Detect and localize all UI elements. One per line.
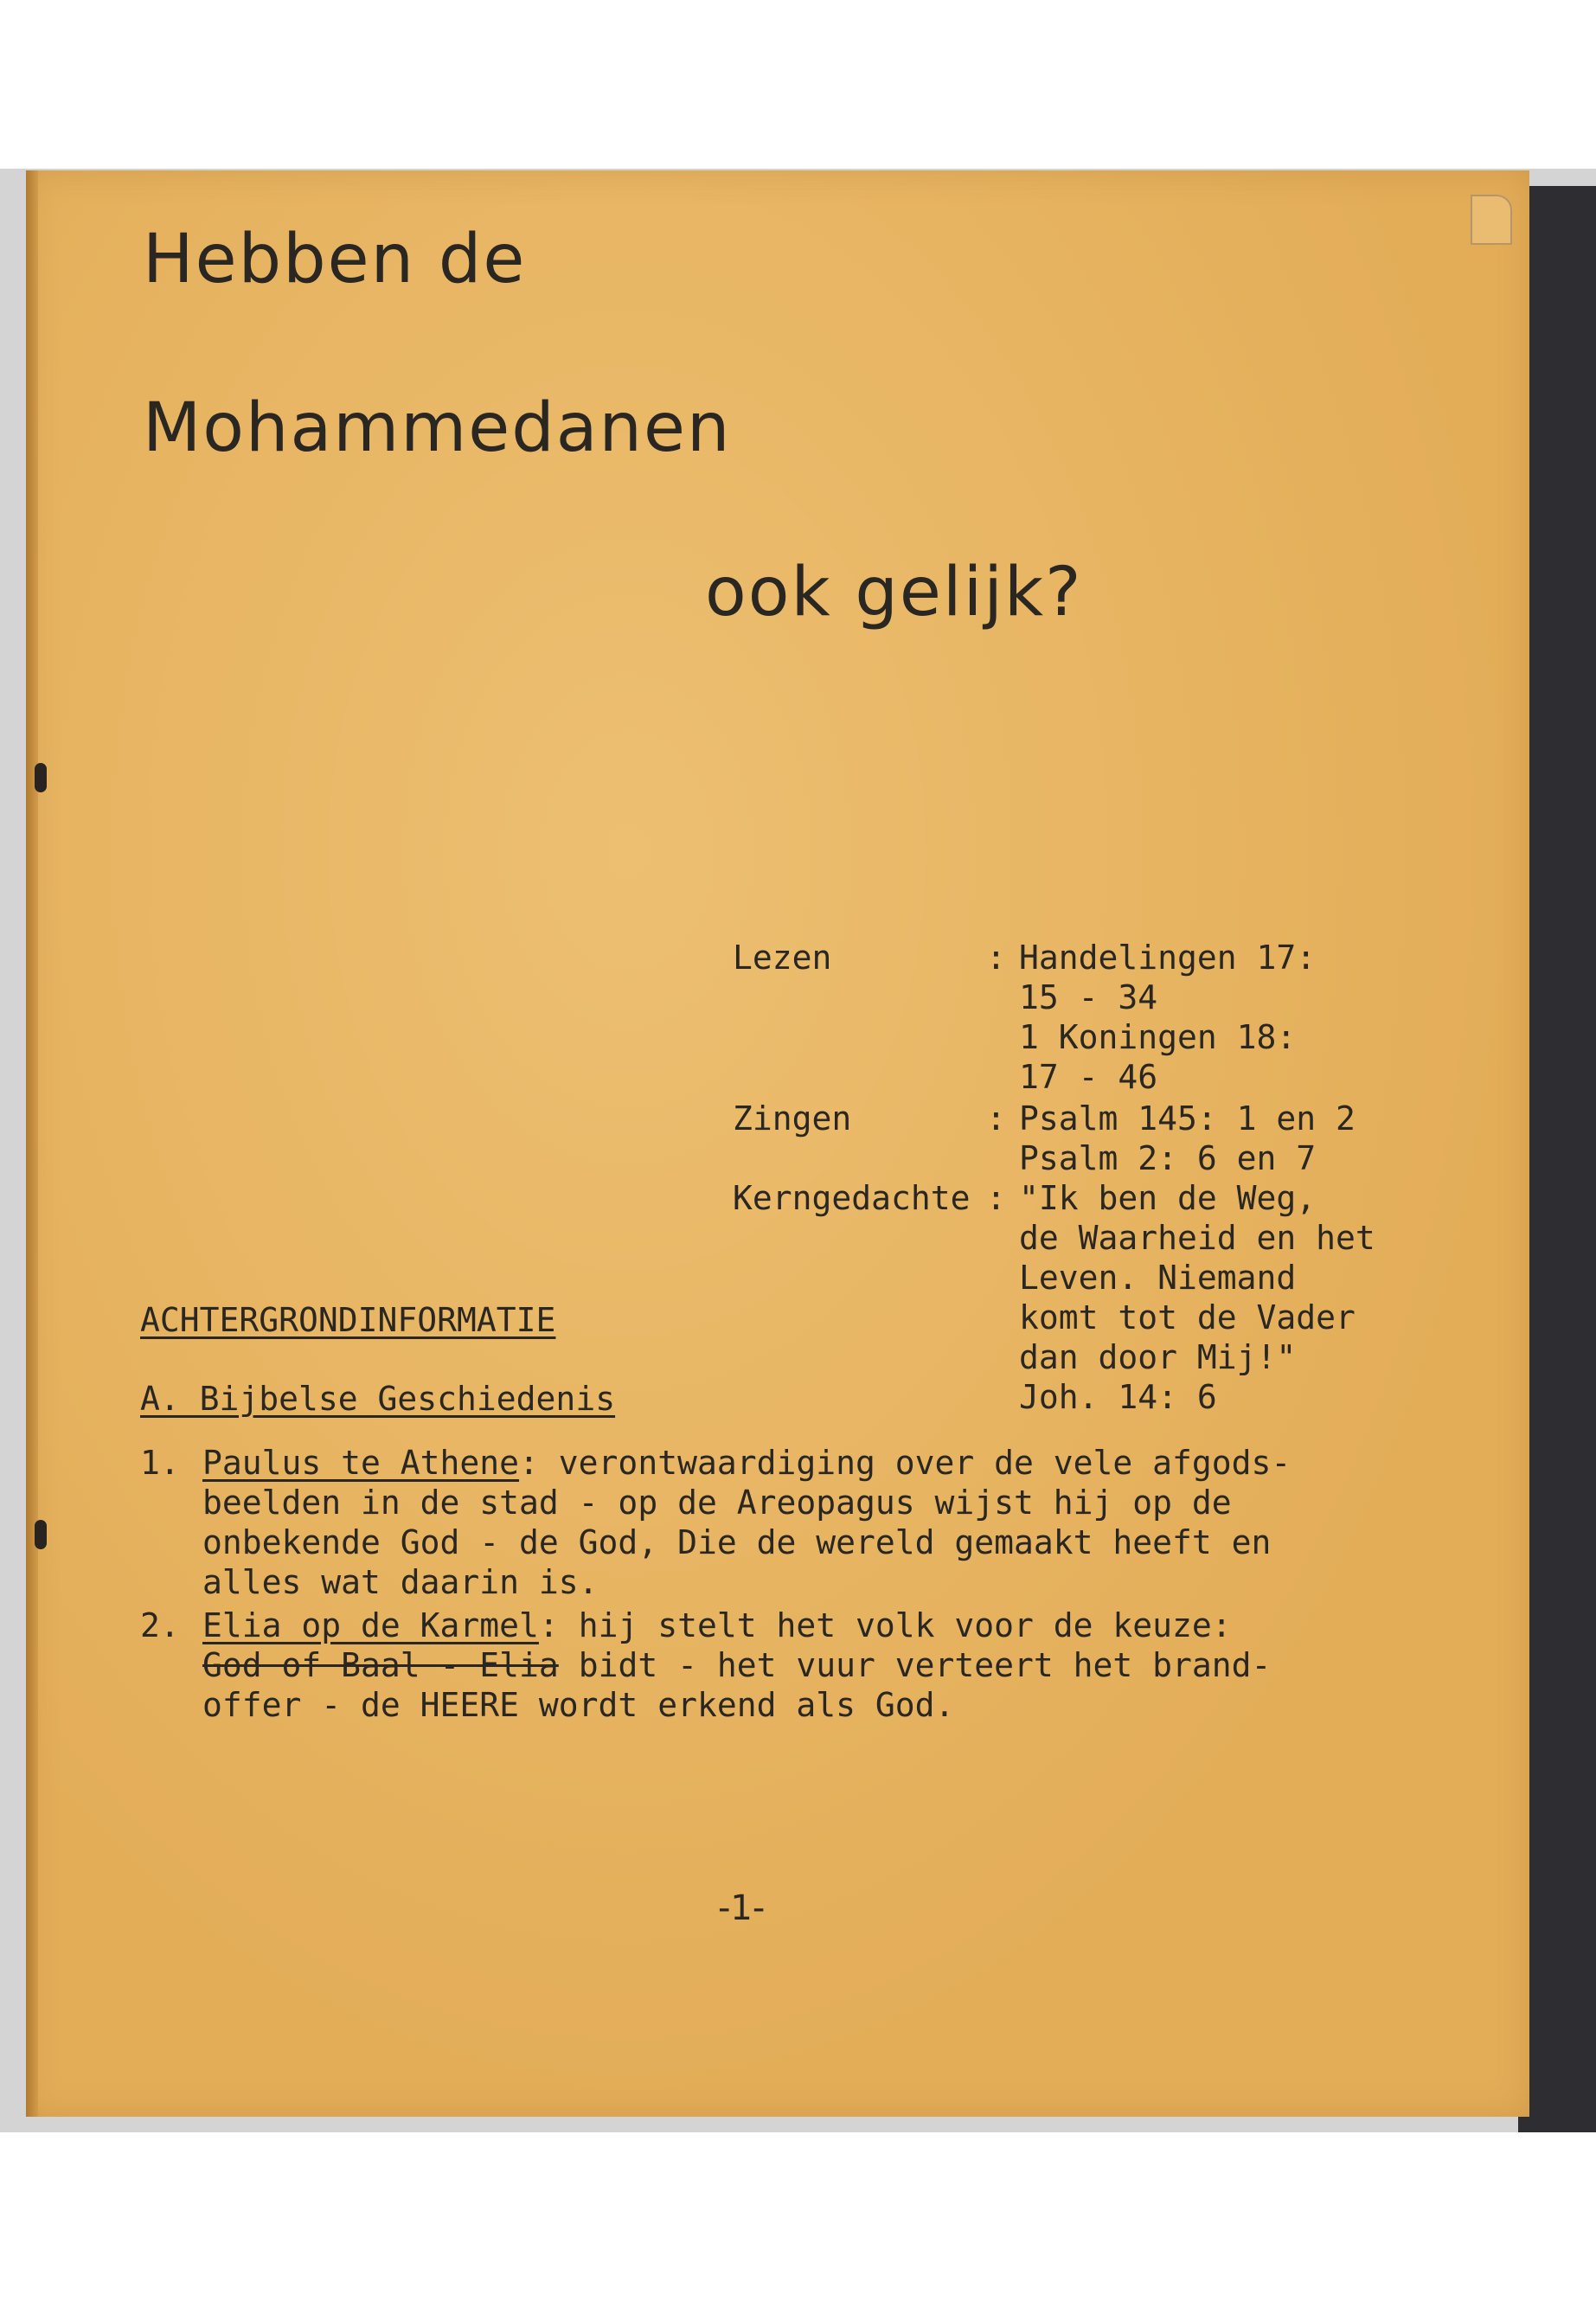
struck-text: God of Baal - Elia [202, 1646, 559, 1684]
history-list [140, 1443, 1351, 1725]
list-item-title: Paulus te Athene [202, 1444, 520, 1482]
list-item-number: 1. [140, 1444, 180, 1482]
info-colon: : [986, 1179, 1006, 1217]
info-colon: : [986, 939, 1006, 977]
subheading: A. Bijbelse Geschiedenis [140, 1380, 616, 1418]
list-item-text: bidt - het vuur verteert het brand- [558, 1646, 1272, 1684]
title-line-1: Hebben de [143, 221, 527, 298]
binder-hole [35, 1520, 47, 1549]
info-label-zingen: Zingen [733, 1099, 852, 1138]
list-item [140, 1606, 1351, 1725]
title-line-3: ook gelijk? [705, 554, 1083, 631]
info-value-zingen: Psalm 145: 1 en 2 Psalm 2: 6 en 7 [1019, 1099, 1356, 1177]
list-item-text: : verontwaardiging over de vele afgods- [519, 1444, 1292, 1482]
list-item-title: Elia op de Karmel [202, 1606, 539, 1644]
info-colon: : [986, 1099, 1006, 1138]
page-number: -1- [718, 1888, 766, 1928]
list-item-text: offer - de HEERE wordt erkend als God. [202, 1686, 955, 1724]
back-cover-edge [1518, 186, 1596, 2132]
binding-spine [26, 170, 38, 2117]
section-heading: ACHTERGRONDINFORMATIE [140, 1301, 556, 1339]
info-label-kerngedachte: Kerngedachte [733, 1179, 971, 1217]
list-item-text: : hij stelt het volk voor de keuze: [538, 1606, 1232, 1644]
info-value-lezen: Handelingen 17: 15 - 34 1 Koningen 18: 17 - 46 [1019, 939, 1317, 1096]
folded-corner [1471, 195, 1512, 245]
info-label-lezen: Lezen [733, 939, 832, 977]
title-line-2: Mohammedanen [143, 389, 732, 467]
list-item [140, 1443, 1351, 1602]
info-value-kerngedachte: "Ik ben de Weg, de Waarheid en het Leven. Niemand komt tot de Vader dan door Mij!" Joh. 14: 6 [1019, 1179, 1375, 1416]
list-item-number: 2. [140, 1606, 180, 1644]
binder-hole [35, 763, 47, 792]
list-item-body: beelden in de stad - op de Areopagus wijst hij op de onbekende God - de God, Die de wereld gemaakt heeft en alles wat daarin is. [202, 1484, 1272, 1601]
